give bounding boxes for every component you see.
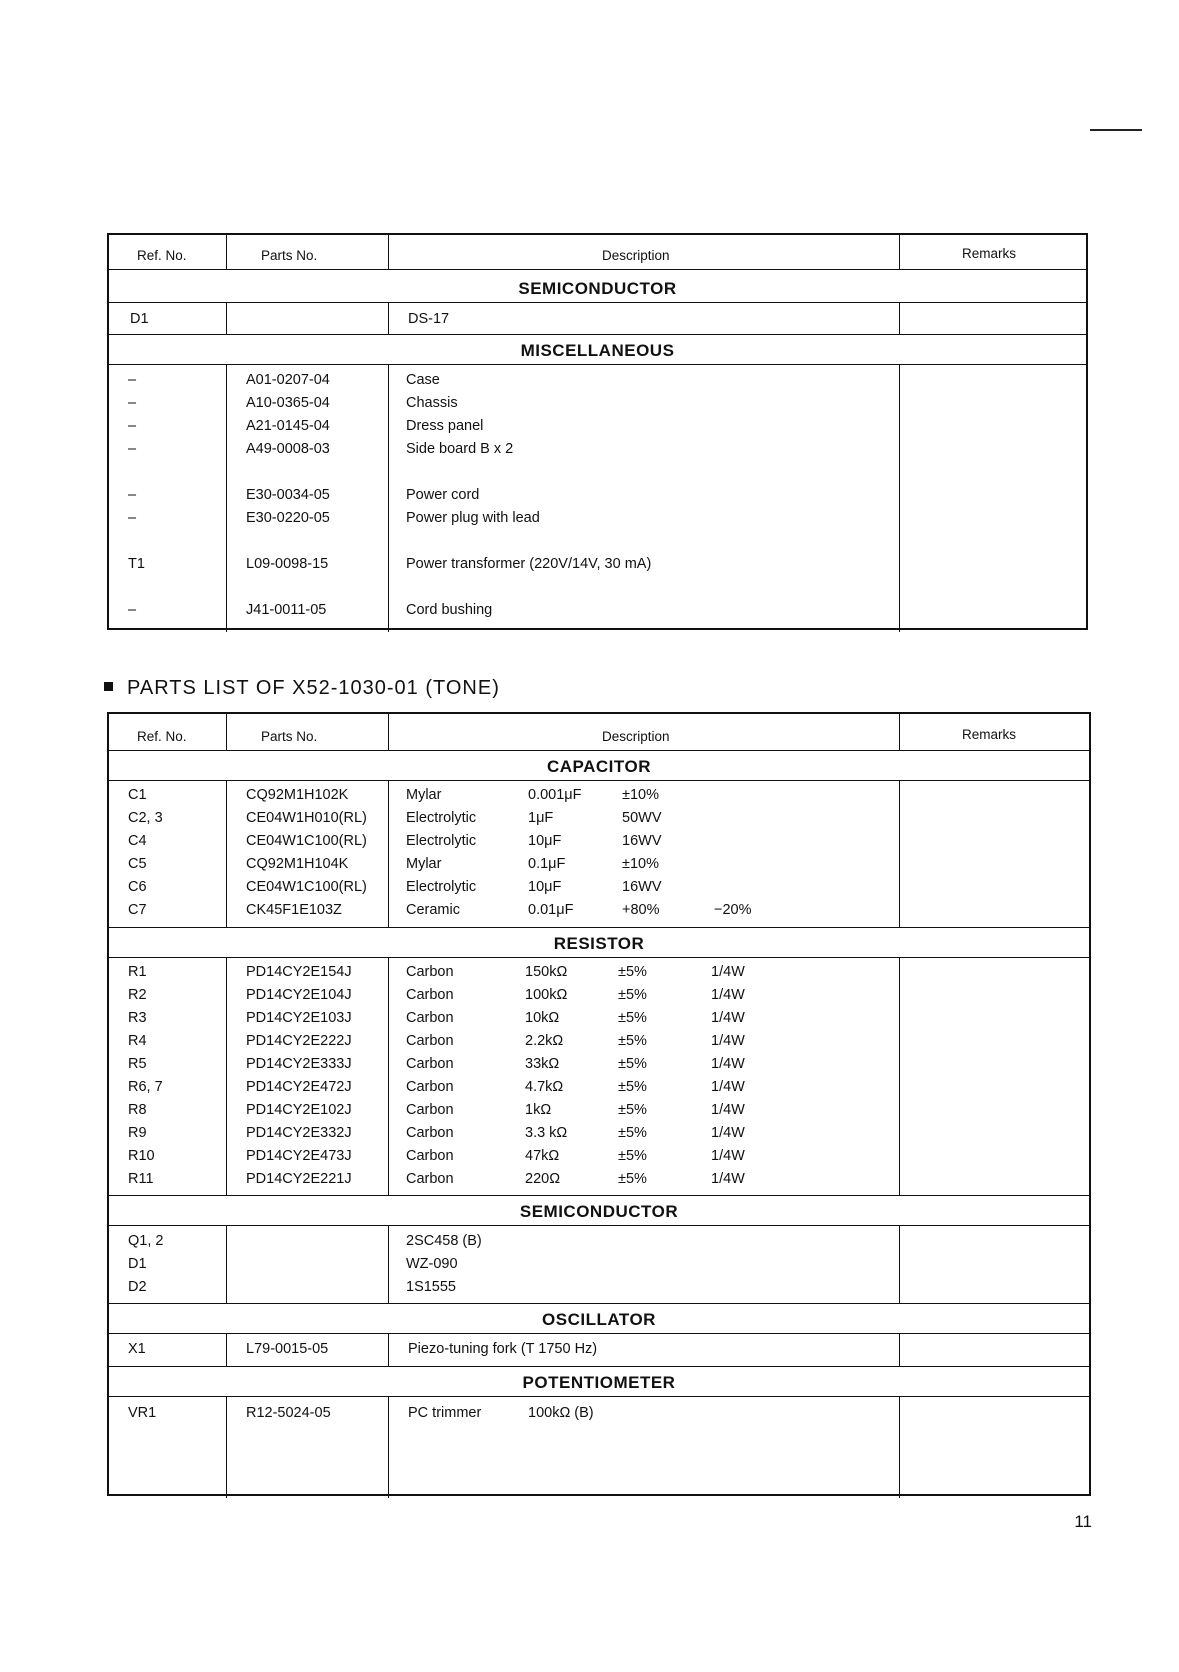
description-value: 3.3 kΩ [525, 1125, 568, 1141]
parts-table-tone [107, 712, 1091, 1496]
section-title-capacitor: CAPACITOR [547, 757, 651, 776]
description: Power plug with lead [406, 510, 540, 526]
column-divider [226, 957, 227, 1195]
section-divider [109, 1225, 1089, 1226]
description-type: PC trimmer [408, 1405, 482, 1421]
description-value: 0.001μF [528, 787, 582, 803]
description-tolerance: ±5% [618, 1033, 647, 1049]
table-row [109, 372, 1086, 395]
description: Dress panel [406, 418, 484, 434]
section-divider [109, 302, 1086, 303]
parts-no: PD14CY2E332J [246, 1125, 352, 1141]
column-divider [899, 1396, 900, 1498]
description-tolerance: ±5% [618, 1171, 647, 1187]
description: 2SC458 (B) [406, 1233, 482, 1249]
parts-no: A49-0008-03 [246, 441, 330, 457]
section-divider [109, 334, 1086, 335]
table-row [109, 1102, 1089, 1125]
description-type: Carbon [406, 1102, 454, 1118]
ref-no: R8 [128, 1102, 147, 1118]
table-row [109, 987, 1089, 1010]
description-rating: 16WV [622, 879, 662, 895]
description: 1S1555 [406, 1279, 456, 1295]
parts-no: CE04W1C100(RL) [246, 879, 367, 895]
column-divider [388, 780, 389, 927]
ref-no: T1 [128, 556, 145, 572]
description-type: Ceramic [406, 902, 460, 918]
ref-no: – [128, 441, 137, 457]
section-divider [109, 364, 1086, 365]
table-row [109, 1148, 1089, 1171]
table-row [109, 1256, 1089, 1279]
table-row [109, 1056, 1089, 1079]
section-divider [109, 1303, 1089, 1304]
header-description: Description [602, 248, 670, 263]
table-row [109, 441, 1086, 464]
description-value: 220Ω [525, 1171, 561, 1187]
column-divider [388, 364, 389, 632]
table-row [109, 418, 1086, 441]
ref-no: R4 [128, 1033, 147, 1049]
description-value: 100kΩ [525, 987, 568, 1003]
ref-no: R1 [128, 964, 147, 980]
column-divider [899, 957, 900, 1195]
description-type: Carbon [406, 964, 454, 980]
ref-no: R9 [128, 1125, 147, 1141]
ref-no: R5 [128, 1056, 147, 1072]
description-type: Carbon [406, 1125, 454, 1141]
description-wattage: 1/4W [711, 1171, 745, 1187]
description-type: Mylar [406, 787, 442, 803]
parts-no: L79-0015-05 [246, 1341, 329, 1357]
table-row [109, 487, 1086, 510]
parts-list-title-text: PARTS LIST OF X52-1030-01 (TONE) [127, 677, 500, 699]
bullet-square-icon [104, 682, 113, 691]
ref-no: R3 [128, 1010, 147, 1026]
ref-no: C1 [128, 787, 147, 803]
column-divider [899, 364, 900, 632]
description-type: Electrolytic [406, 810, 477, 826]
ref-no: X1 [128, 1341, 146, 1357]
table-row [109, 856, 1089, 879]
description-type: Mylar [406, 856, 442, 872]
description-wattage: 1/4W [711, 987, 745, 1003]
column-divider [226, 780, 227, 927]
description: WZ-090 [406, 1256, 458, 1272]
description-tolerance: ±5% [618, 1102, 647, 1118]
description-wattage: 1/4W [711, 1033, 745, 1049]
description-rating: +80% [622, 902, 660, 918]
column-divider [899, 714, 900, 750]
column-divider [226, 235, 227, 269]
column-divider [388, 1396, 389, 1498]
table-row [109, 1171, 1089, 1194]
section-title-oscillator: OSCILLATOR [542, 1310, 656, 1329]
description-type: Carbon [406, 987, 454, 1003]
description-wattage: 1/4W [711, 1102, 745, 1118]
description-tolerance: ±5% [618, 1125, 647, 1141]
header-remarks: Remarks [962, 246, 1017, 261]
description: Power transformer (220V/14V, 30 mA) [406, 556, 652, 572]
header-remarks: Remarks [962, 727, 1017, 742]
table-row [109, 1079, 1089, 1102]
scan-mark-line [1090, 129, 1142, 131]
parts-no: CQ92M1H104K [246, 856, 349, 872]
description-rating: 50WV [622, 810, 662, 826]
section-divider [109, 1366, 1089, 1367]
table-row [109, 1341, 1089, 1364]
page-number: 11 [1074, 1512, 1092, 1531]
description-rating: ±10% [622, 787, 659, 803]
column-divider [226, 302, 227, 334]
ref-no: – [128, 418, 137, 434]
description: Piezo-tuning fork (T 1750 Hz) [408, 1341, 598, 1357]
column-divider [388, 235, 389, 269]
ref-no: D2 [128, 1279, 147, 1295]
parts-table-main [107, 233, 1088, 630]
ref-no: C2, 3 [128, 810, 163, 826]
ref-no: C6 [128, 879, 147, 895]
column-divider [899, 235, 900, 269]
description-tolerance: ±5% [618, 1079, 647, 1095]
column-divider [226, 1396, 227, 1498]
ref-no: D1 [128, 1256, 147, 1272]
description: Case [406, 372, 440, 388]
description-value: 10μF [528, 833, 562, 849]
description-type: Carbon [406, 1033, 454, 1049]
table-row [109, 556, 1086, 579]
table-row [109, 1405, 1089, 1428]
section-title-semiconductor: SEMICONDUCTOR [518, 279, 677, 298]
parts-no: E30-0034-05 [246, 487, 330, 503]
description-tolerance: ±5% [618, 1056, 647, 1072]
table-row [109, 787, 1089, 810]
table-row [109, 1010, 1089, 1033]
description-wattage: 1/4W [711, 1056, 745, 1072]
description-type: Electrolytic [406, 879, 477, 895]
parts-no: CE04W1C100(RL) [246, 833, 367, 849]
parts-no: L09-0098-15 [246, 556, 329, 572]
parts-no: CQ92M1H102K [246, 787, 349, 803]
ref-no: Q1, 2 [128, 1233, 164, 1249]
header-description: Description [602, 729, 670, 744]
parts-no: PD14CY2E221J [246, 1171, 352, 1187]
table-row [109, 395, 1086, 418]
section-divider [109, 1333, 1089, 1334]
table-row [109, 902, 1089, 925]
ref-no: VR1 [128, 1405, 157, 1421]
column-divider [899, 1333, 900, 1366]
ref-no: R6, 7 [128, 1079, 163, 1095]
ref-no: R10 [128, 1148, 155, 1164]
header-ref-no: Ref. No. [137, 248, 187, 263]
description-wattage: 1/4W [711, 1148, 745, 1164]
column-divider [226, 714, 227, 750]
header-divider [109, 269, 1086, 270]
column-divider [388, 1225, 389, 1303]
table-row [109, 510, 1086, 533]
description-type: Carbon [406, 1056, 454, 1072]
ref-no: – [128, 602, 137, 618]
description-tolerance: ±5% [618, 987, 647, 1003]
description-type: Carbon [406, 1079, 454, 1095]
parts-no: PD14CY2E222J [246, 1033, 352, 1049]
parts-no: PD14CY2E154J [246, 964, 352, 980]
parts-no: PD14CY2E102J [246, 1102, 352, 1118]
description-type: Electrolytic [406, 833, 477, 849]
description-value: 4.7kΩ [525, 1079, 564, 1095]
column-divider [226, 1225, 227, 1303]
description: Cord bushing [406, 602, 493, 618]
parts-no: CE04W1H010(RL) [246, 810, 367, 826]
table-row [109, 311, 1086, 334]
description-value: 10μF [528, 879, 562, 895]
table-row [109, 1125, 1089, 1148]
table-row [109, 1233, 1089, 1256]
section-title-potentiometer: POTENTIOMETER [522, 1373, 676, 1392]
description-extra: −20% [714, 902, 752, 918]
description-value: 1kΩ [525, 1102, 552, 1118]
section-divider [109, 1195, 1089, 1196]
description-rating: ±10% [622, 856, 659, 872]
parts-no: E30-0220-05 [246, 510, 330, 526]
table-row [109, 1033, 1089, 1056]
column-divider [388, 302, 389, 334]
column-divider [388, 714, 389, 750]
column-divider [226, 364, 227, 632]
header-parts-no: Parts No. [261, 248, 318, 263]
description: Power cord [406, 487, 480, 503]
parts-list-title [104, 677, 500, 700]
description-tolerance: ±5% [618, 1010, 647, 1026]
column-divider [899, 302, 900, 334]
section-divider [109, 1396, 1089, 1397]
ref-no: R11 [128, 1171, 154, 1187]
description-value: 10kΩ [525, 1010, 560, 1026]
parts-no: A21-0145-04 [246, 418, 330, 434]
parts-no: PD14CY2E104J [246, 987, 352, 1003]
description-type: Carbon [406, 1171, 454, 1187]
parts-no: R12-5024-05 [246, 1405, 331, 1421]
description-tolerance: ±5% [618, 1148, 647, 1164]
parts-no: PD14CY2E473J [246, 1148, 352, 1164]
section-title-resistor: RESISTOR [553, 934, 645, 953]
ref-no: C7 [128, 902, 147, 918]
parts-no: A10-0365-04 [246, 395, 330, 411]
header-divider [109, 750, 1089, 751]
description-wattage: 1/4W [711, 1010, 745, 1026]
description-value: 100kΩ (B) [528, 1405, 594, 1421]
description-tolerance: ±5% [618, 964, 647, 980]
table-row [109, 810, 1089, 833]
parts-no: CK45F1E103Z [246, 902, 342, 918]
description: Side board B x 2 [406, 441, 514, 457]
section-title-miscellaneous: MISCELLANEOUS [520, 341, 675, 360]
ref-no: R2 [128, 987, 147, 1003]
parts-no: PD14CY2E333J [246, 1056, 352, 1072]
ref-no: – [128, 487, 137, 503]
ref-no: – [128, 395, 137, 411]
section-divider [109, 780, 1089, 781]
ref-no: D1 [130, 311, 149, 327]
parts-no: PD14CY2E472J [246, 1079, 352, 1095]
column-divider [388, 957, 389, 1195]
description-wattage: 1/4W [711, 1125, 745, 1141]
description-rating: 16WV [622, 833, 662, 849]
ref-no: C4 [128, 833, 147, 849]
table-row [109, 879, 1089, 902]
description-wattage: 1/4W [711, 964, 745, 980]
table-row [109, 833, 1089, 856]
description: DS-17 [408, 311, 450, 327]
description-wattage: 1/4W [711, 1079, 745, 1095]
parts-no: J41-0011-05 [246, 602, 327, 618]
section-divider [109, 957, 1089, 958]
description-value: 47kΩ [525, 1148, 560, 1164]
column-divider [899, 780, 900, 927]
ref-no: – [128, 510, 137, 526]
ref-no: C5 [128, 856, 147, 872]
parts-no: A01-0207-04 [246, 372, 330, 388]
header-ref-no: Ref. No. [137, 729, 187, 744]
table-row [109, 1279, 1089, 1302]
header-parts-no: Parts No. [261, 729, 318, 744]
description: Chassis [406, 395, 458, 411]
table-row [109, 964, 1089, 987]
description-value: 2.2kΩ [525, 1033, 564, 1049]
ref-no: – [128, 372, 137, 388]
section-title-semiconductor: SEMICONDUCTOR [519, 1202, 679, 1221]
column-divider [899, 1225, 900, 1303]
description-value: 1μF [528, 810, 554, 826]
description-type: Carbon [406, 1148, 454, 1164]
parts-no: PD14CY2E103J [246, 1010, 352, 1026]
column-divider [226, 1333, 227, 1366]
column-divider [388, 1333, 389, 1366]
table-row [109, 602, 1086, 625]
description-value: 0.1μF [528, 856, 566, 872]
description-value: 33kΩ [525, 1056, 560, 1072]
section-divider [109, 927, 1089, 928]
description-type: Carbon [406, 1010, 454, 1026]
description-value: 150kΩ [525, 964, 568, 980]
description-value: 0.01μF [528, 902, 574, 918]
